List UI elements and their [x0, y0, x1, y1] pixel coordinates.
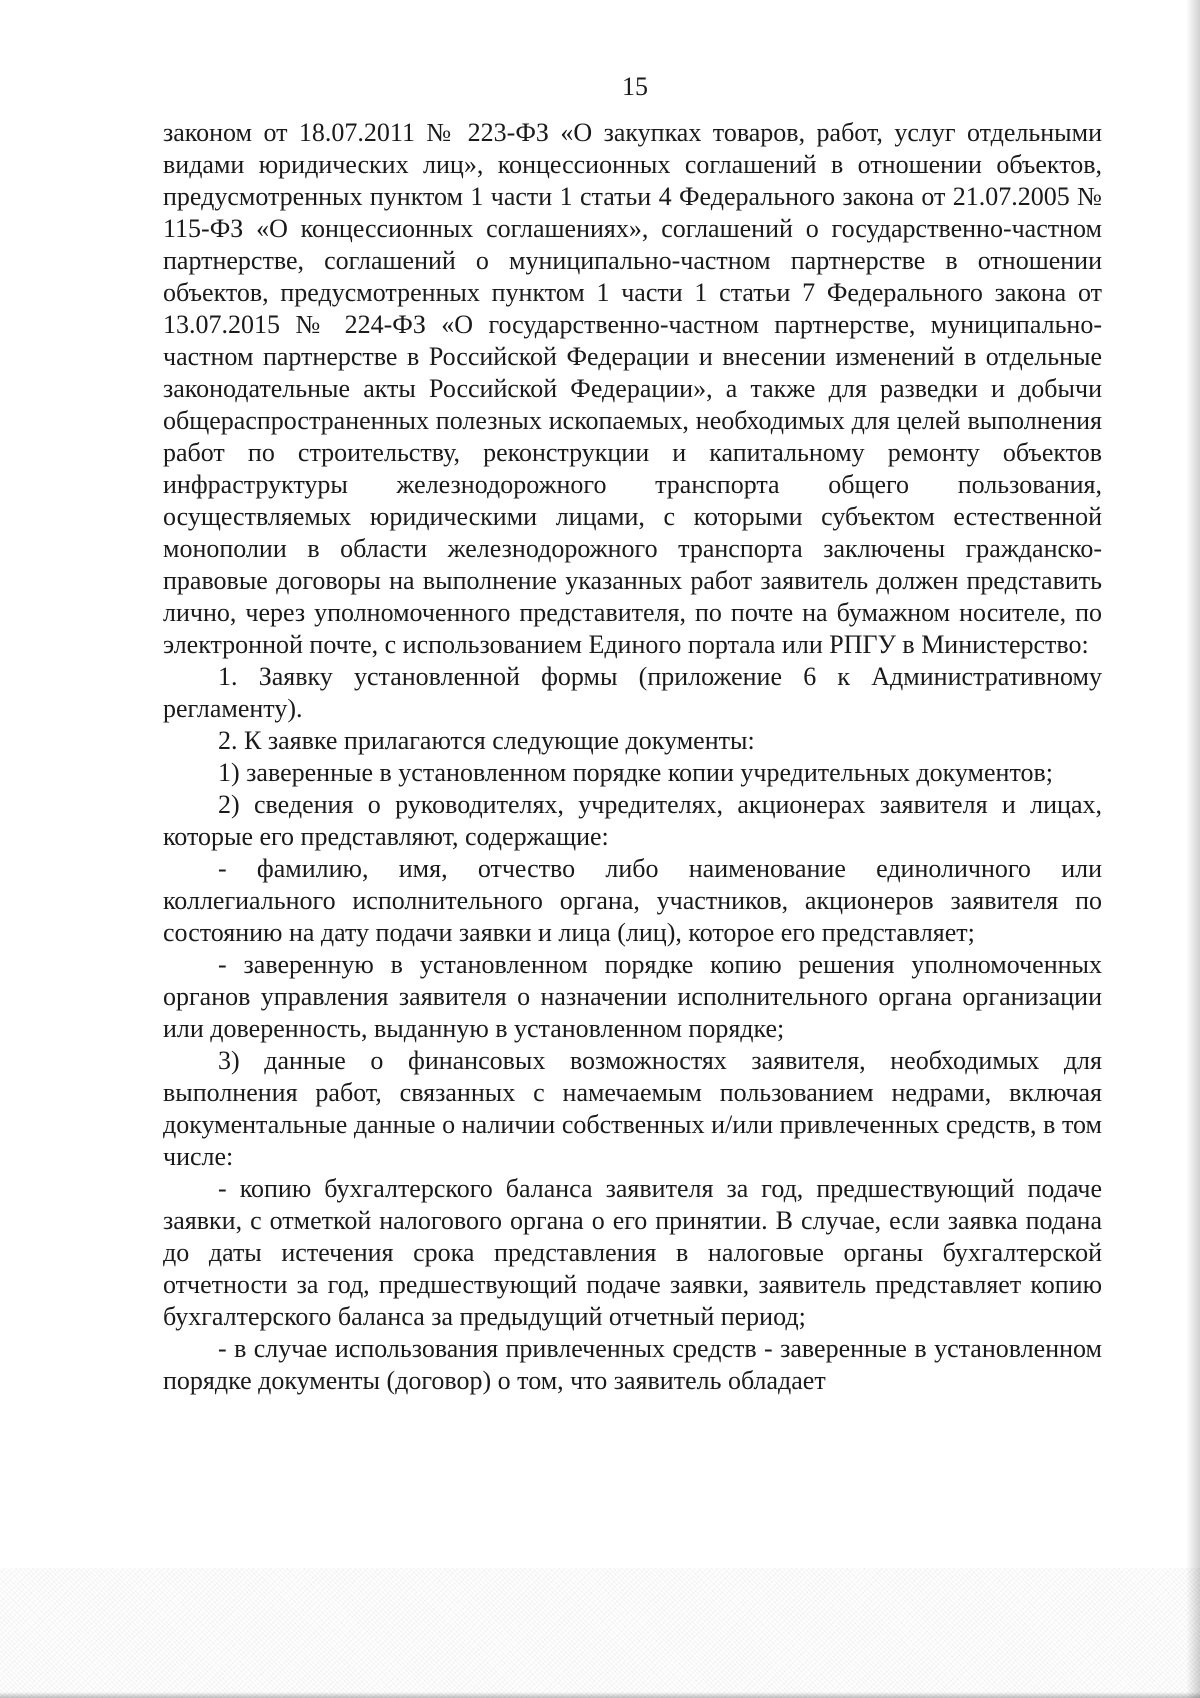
paragraph-subitem-2: 2) сведения о руководителях, учредителях, акционерах заявителя и лицах, которые его представляют, содержащие: — [163, 790, 1102, 851]
paragraph-dash-4: - в случае использования привлеченных средств - заверенные в установленном порядке документы (договор) о том, что заявитель обладает — [163, 1334, 1102, 1395]
page-number: 15 — [622, 72, 648, 101]
paragraph-item-2: 2. К заявке прилагаются следующие документы: — [218, 726, 755, 755]
scan-shadow-bottom — [0, 1692, 1200, 1698]
paragraph-dash-2: - заверенную в установленном порядке копию решения уполномоченных органов управления заявителя о назначении исполнительного органа организации или доверенность, выданную в установленном порядке; — [163, 950, 1102, 1043]
document-body — [163, 117, 1102, 1397]
paragraph-subitem-1: 1) заверенные в установленном порядке копии учредительных документов; — [218, 758, 1053, 787]
paragraph-dash-3: - копию бухгалтерского баланса заявителя за год, предшествующий подаче заявки, с отметкой налогового органа о его принятии. В случае, если заявка подана до даты истечения срока представления в налоговые органы бухгалтерской отчетности за год, предшествующий подаче заявки, заявитель представляет копию бухгалтерского баланса за предыдущий отчетный период; — [163, 1174, 1102, 1331]
scan-noise — [0, 1568, 1200, 1698]
paragraph-item-1: 1. Заявку установленной формы (приложение 6 к Административному регламенту). — [163, 662, 1102, 723]
paragraph-continuation: законом от 18.07.2011 № 223-ФЗ «О закупках товаров, работ, услуг отдельными видами юридических лиц», концессионных соглашений в отношении объектов, предусмотренных пунктом 1 части 1 статьи 4 Федерального закона от 21.07.2005 № 115-ФЗ «О концессионных соглашениях», соглашений о государственно-частном партнерстве, соглашений о муниципально-частном партнерстве в отношении объектов, предусмотренных пунктом 1 части 1 статьи 7 Федерального закона от 13.07.2015 № 224-ФЗ «О государственно-частном партнерстве, муниципально-частном партнерстве в Российской Федерации и внесении изменений в отдельные законодательные акты Российской Федерации», а также для разведки и добычи общераспространенных полезных ископаемых, необходимых для целей выполнения работ по строительству, реконструкции и капитальному ремонту объектов инфраструктуры железнодорожного транспорта общего пользования, осуществляемых юридическими лицами, с которыми субъектом естественной монополии в области железнодорожного транспорта заключены гражданско-правовые договоры на выполнение указанных работ заявитель должен представить лично, через уполномоченного представителя, по почте на бумажном носителе, по электронной почте, с использованием Единого портала или РПГУ в Министерство: — [163, 118, 1102, 659]
paragraph-subitem-3: 3) данные о финансовых возможностях заявителя, необходимых для выполнения работ, связанных с намечаемым пользованием недрами, включая документальные данные о наличии собственных и/или привлеченных средств, в том числе: — [163, 1046, 1102, 1171]
scan-shadow-right — [1186, 0, 1200, 1698]
paragraph-dash-1: - фамилию, имя, отчество либо наименование единоличного или коллегиального исполнительного органа, участников, акционеров заявителя по состоянию на дату подачи заявки и лица (лиц), которое его представляет; — [163, 854, 1102, 947]
